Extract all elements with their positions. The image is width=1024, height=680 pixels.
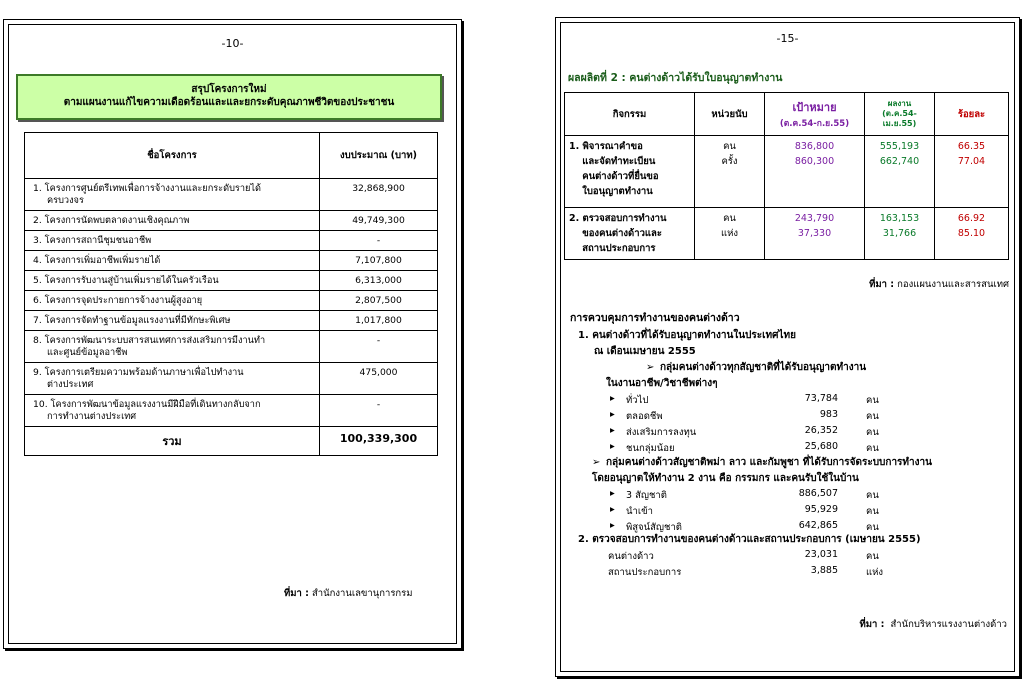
- header-result-sub1: (ต.ค.54-: [882, 109, 917, 118]
- target-cell: [765, 208, 865, 260]
- right-source-1-text: กองแผนงานและสารสนเทศ: [897, 279, 1009, 290]
- right-source-1-label: ที่มา :: [869, 279, 895, 290]
- summary-banner: [16, 74, 442, 120]
- sub2-title: 2. ตรวจสอบการทำงานของคนต่างด้าวและสถานประกอบการ (เมษายน 2555): [578, 534, 921, 545]
- project-name-line-1: 6. โครงการจุดประกายการจ้างงานผู้สูงอายุ: [33, 295, 203, 306]
- project-budget: -: [320, 331, 438, 363]
- table-row: [25, 363, 438, 395]
- result-cell-line: 31,766: [882, 228, 917, 239]
- project-budget: 1,017,800: [320, 311, 438, 331]
- project-name-line-2: และศูนย์ข้อมูลอาชีพ: [47, 347, 128, 358]
- unit-cell: [695, 208, 765, 260]
- activity-cell-line: 1. พิจารณาคำขอ: [569, 141, 643, 152]
- project-name-line-1: 5. โครงการรับงานสู่บ้านเพิ่มรายได้ในครัวเรือน: [33, 275, 219, 286]
- result-cell: [865, 208, 935, 260]
- sub1-date: ณ เดือนเมษายน 2555: [594, 346, 696, 357]
- project-name: [25, 211, 320, 231]
- table-row: [25, 311, 438, 331]
- right-source-2: [859, 617, 1007, 632]
- table-row: [25, 251, 438, 271]
- header-target: [765, 93, 865, 136]
- list-item-value: 26,352: [804, 425, 838, 436]
- list-item-unit: คน: [866, 395, 879, 406]
- bullet-icon: ▸: [610, 504, 615, 515]
- group1-title: [646, 360, 866, 376]
- banner-line-1: สรุปโครงการใหม่: [191, 84, 267, 95]
- header-result: [865, 93, 935, 136]
- table-row: [25, 231, 438, 251]
- project-name: [25, 179, 320, 211]
- list-item-unit: แห่ง: [866, 567, 884, 578]
- list-item-value: 73,784: [804, 393, 838, 404]
- list-item-unit: คน: [866, 490, 879, 501]
- project-name-line-1: 8. โครงการพัฒนาระบบสารสนเทศการส่งเสริมการมีงานทำ: [33, 335, 266, 346]
- activity-cell: [565, 208, 695, 260]
- project-budget: 7,107,800: [320, 251, 438, 271]
- right-page: [555, 17, 1020, 677]
- project-budget: 32,868,900: [320, 179, 438, 211]
- target-cell: [765, 136, 865, 208]
- list-item-label: 3 สัญชาติ: [626, 490, 667, 501]
- header-percent: ร้อยละ: [935, 93, 1009, 136]
- activity-cell-line: 2. ตรวจสอบการทำงาน: [569, 213, 667, 224]
- project-name-line-2: การทำงานต่างประเทศ: [47, 411, 137, 422]
- project-name-line-1: 9. โครงการเตรียมความพร้อมด้านภาษาเพื่อไปทำงาน: [33, 367, 244, 378]
- output-table: [564, 92, 1009, 260]
- list-item-label: สถานประกอบการ: [608, 567, 682, 578]
- group1-title-text: กลุ่มคนต่างด้าวทุกสัญชาติที่ได้รับอนุญาตทำงาน: [660, 362, 867, 373]
- banner-line-2: ตามแผนงานแก้ไขความเดือดร้อนและและยกระดับคุณภาพชีวิตของประชาชน: [63, 97, 395, 108]
- project-name-line-1: 2. โครงการนัดพบตลาดงานเชิงคุณภาพ: [33, 215, 190, 226]
- right-source-1: [869, 277, 1009, 292]
- result-cell-line: 555,193: [879, 141, 920, 152]
- list-item-value: 886,507: [798, 488, 838, 499]
- arrow-icon: ➢: [646, 362, 655, 373]
- list-item-unit: คน: [866, 427, 879, 438]
- project-name: [25, 311, 320, 331]
- group2-title-2: โดยอนุญาตให้ทำงาน 2 งาน คือ กรรมกร และคนรับใช้ในบ้าน: [592, 473, 859, 484]
- left-page-number: -10-: [221, 37, 244, 50]
- list-item-label: ส่งเสริมการลงทุน: [626, 427, 697, 438]
- section-title: การควบคุมการทำงานของคนต่างด้าว: [570, 312, 740, 324]
- table-row: [25, 291, 438, 311]
- header-result-sub2: เม.ย.55): [882, 119, 917, 128]
- percent-cell: [935, 136, 1009, 208]
- list-item-unit: คน: [866, 443, 879, 454]
- activity-cell-line: ใบอนุญาตทำงาน: [569, 186, 653, 197]
- result-cell-line: 163,153: [879, 213, 920, 224]
- project-name-line-2: ต่างประเทศ: [47, 379, 94, 390]
- project-budget: -: [320, 395, 438, 427]
- bullet-icon: ▸: [610, 441, 615, 452]
- percent-cell-line: 85.10: [957, 228, 986, 239]
- header-result-label: ผลงาน: [887, 99, 912, 108]
- list-item-label: พิสูจน์สัญชาติ: [626, 522, 682, 533]
- unit-cell-line: คน: [723, 213, 736, 224]
- project-budget: -: [320, 231, 438, 251]
- list-item-value: 23,031: [804, 549, 838, 560]
- list-item-value: 25,680: [804, 441, 838, 452]
- right-source-2-label: ที่มา :: [859, 619, 885, 630]
- header-project-name: ชื่อโครงการ: [25, 133, 320, 179]
- unit-cell-line: ครั้ง: [721, 156, 738, 167]
- percent-cell: [935, 208, 1009, 260]
- unit-cell-line: คน: [723, 141, 736, 152]
- list-item-unit: คน: [866, 522, 879, 533]
- unit-cell: [695, 136, 765, 208]
- right-page-number: -15-: [776, 32, 799, 45]
- project-name: [25, 291, 320, 311]
- group2-title-text: กลุ่มคนต่างด้าวสัญชาติพม่า ลาว และกัมพูชา ที่ได้รับการจัดระบบการทำงาน: [606, 457, 932, 468]
- left-page: [3, 19, 462, 649]
- total-label: รวม: [25, 427, 320, 456]
- right-source-2-text: สำนักบริหารแรงงานต่างด้าว: [890, 619, 1007, 630]
- project-name-line-1: 1. โครงการศูนย์ตรีเทพเพื่อการจ้างงานและยกระดับรายได้: [33, 183, 261, 194]
- project-name: [25, 363, 320, 395]
- list-item-value: 642,865: [798, 520, 838, 531]
- left-source-text: สำนักงานเลขานุการกรม: [312, 588, 413, 599]
- group1-title-2: ในงานอาชีพ/วิชาชีพต่างๆ: [606, 378, 718, 389]
- result-cell-line: 662,740: [879, 156, 920, 167]
- header-unit: หน่วยนับ: [695, 93, 765, 136]
- project-name-line-1: 7. โครงการจัดทำฐานข้อมูลแรงงานที่มีทักษะพิเศษ: [33, 315, 231, 326]
- bullet-icon: ▸: [610, 520, 615, 531]
- percent-cell-line: 77.04: [957, 156, 986, 167]
- list-item-unit: คน: [866, 551, 879, 562]
- list-item-value: 983: [819, 409, 838, 420]
- projects-table: [24, 132, 438, 456]
- activity-cell-line: สถานประกอบการ: [569, 243, 656, 254]
- project-name-line-1: 4. โครงการเพิ่มอาชีพเพิ่มรายได้: [33, 255, 161, 266]
- list-item-value: 95,929: [804, 504, 838, 515]
- target-cell-line: 836,800: [794, 141, 835, 152]
- project-budget: 2,807,500: [320, 291, 438, 311]
- project-name-line-1: 3. โครงการสถานีชุมชนอาชีพ: [33, 235, 152, 246]
- left-source-label: ที่มา :: [284, 588, 309, 599]
- activity-cell-line: คนต่างด้าวที่ยื่นขอ: [569, 171, 659, 182]
- header-target-sub: (ต.ค.54-ก.ย.55): [779, 119, 850, 129]
- result-cell: [865, 136, 935, 208]
- table-row: [25, 271, 438, 291]
- project-name-line-1: 10. โครงการพัฒนาข้อมูลแรงงานมีฝีมือที่เดินทางกลับจาก: [33, 399, 261, 410]
- table-row: [25, 395, 438, 427]
- project-name-line-2: ครบวงจร: [47, 195, 84, 206]
- table-row: [25, 331, 438, 363]
- bullet-icon: ▸: [610, 409, 615, 420]
- target-cell-line: 37,330: [797, 228, 832, 239]
- project-name: [25, 251, 320, 271]
- table-row: [25, 179, 438, 211]
- project-budget: 49,749,300: [320, 211, 438, 231]
- table-row: [25, 211, 438, 231]
- activity-cell-line: ของคนต่างด้าวและ: [569, 228, 662, 239]
- activity-cell: [565, 136, 695, 208]
- total-value: 100,339,300: [320, 427, 438, 456]
- list-item-label: ทั่วไป: [626, 395, 649, 406]
- list-item-label: ตลอดชีพ: [626, 411, 663, 422]
- activity-cell-line: และจัดทำทะเบียน: [569, 156, 656, 167]
- target-cell-line: 243,790: [794, 213, 835, 224]
- group2-title: [592, 455, 932, 471]
- project-name: [25, 331, 320, 363]
- percent-cell-line: 66.92: [957, 213, 986, 224]
- percent-cell-line: 66.35: [957, 141, 986, 152]
- arrow-icon: ➢: [592, 457, 601, 468]
- list-item-unit: คน: [866, 506, 879, 517]
- list-item-label: นำเข้า: [626, 506, 653, 517]
- list-item-unit: คน: [866, 411, 879, 422]
- output-title: ผลผลิตที่ 2 : คนต่างด้าวได้รับใบอนุญาตทำงาน: [568, 72, 783, 84]
- project-budget: 6,313,000: [320, 271, 438, 291]
- table-row: [565, 208, 1009, 260]
- list-item-label: คนต่างด้าว: [608, 551, 654, 562]
- table-row: [565, 136, 1009, 208]
- bullet-icon: ▸: [610, 393, 615, 404]
- header-target-label: เป้าหมาย: [792, 101, 837, 114]
- list-item-value: 3,885: [810, 565, 838, 576]
- sub1-title: 1. คนต่างด้าวที่ได้รับอนุญาตทำงานในประเทศไทย: [578, 330, 796, 341]
- list-item-label: ชนกลุ่มน้อย: [626, 443, 675, 454]
- bullet-icon: ▸: [610, 488, 615, 499]
- project-name: [25, 271, 320, 291]
- header-budget: งบประมาณ (บาท): [320, 133, 438, 179]
- left-source: [284, 586, 413, 601]
- project-name: [25, 231, 320, 251]
- unit-cell-line: แห่ง: [720, 228, 739, 239]
- bullet-icon: ▸: [610, 425, 615, 436]
- project-budget: 475,000: [320, 363, 438, 395]
- project-name: [25, 395, 320, 427]
- target-cell-line: 860,300: [794, 156, 835, 167]
- header-activity: กิจกรรม: [565, 93, 695, 136]
